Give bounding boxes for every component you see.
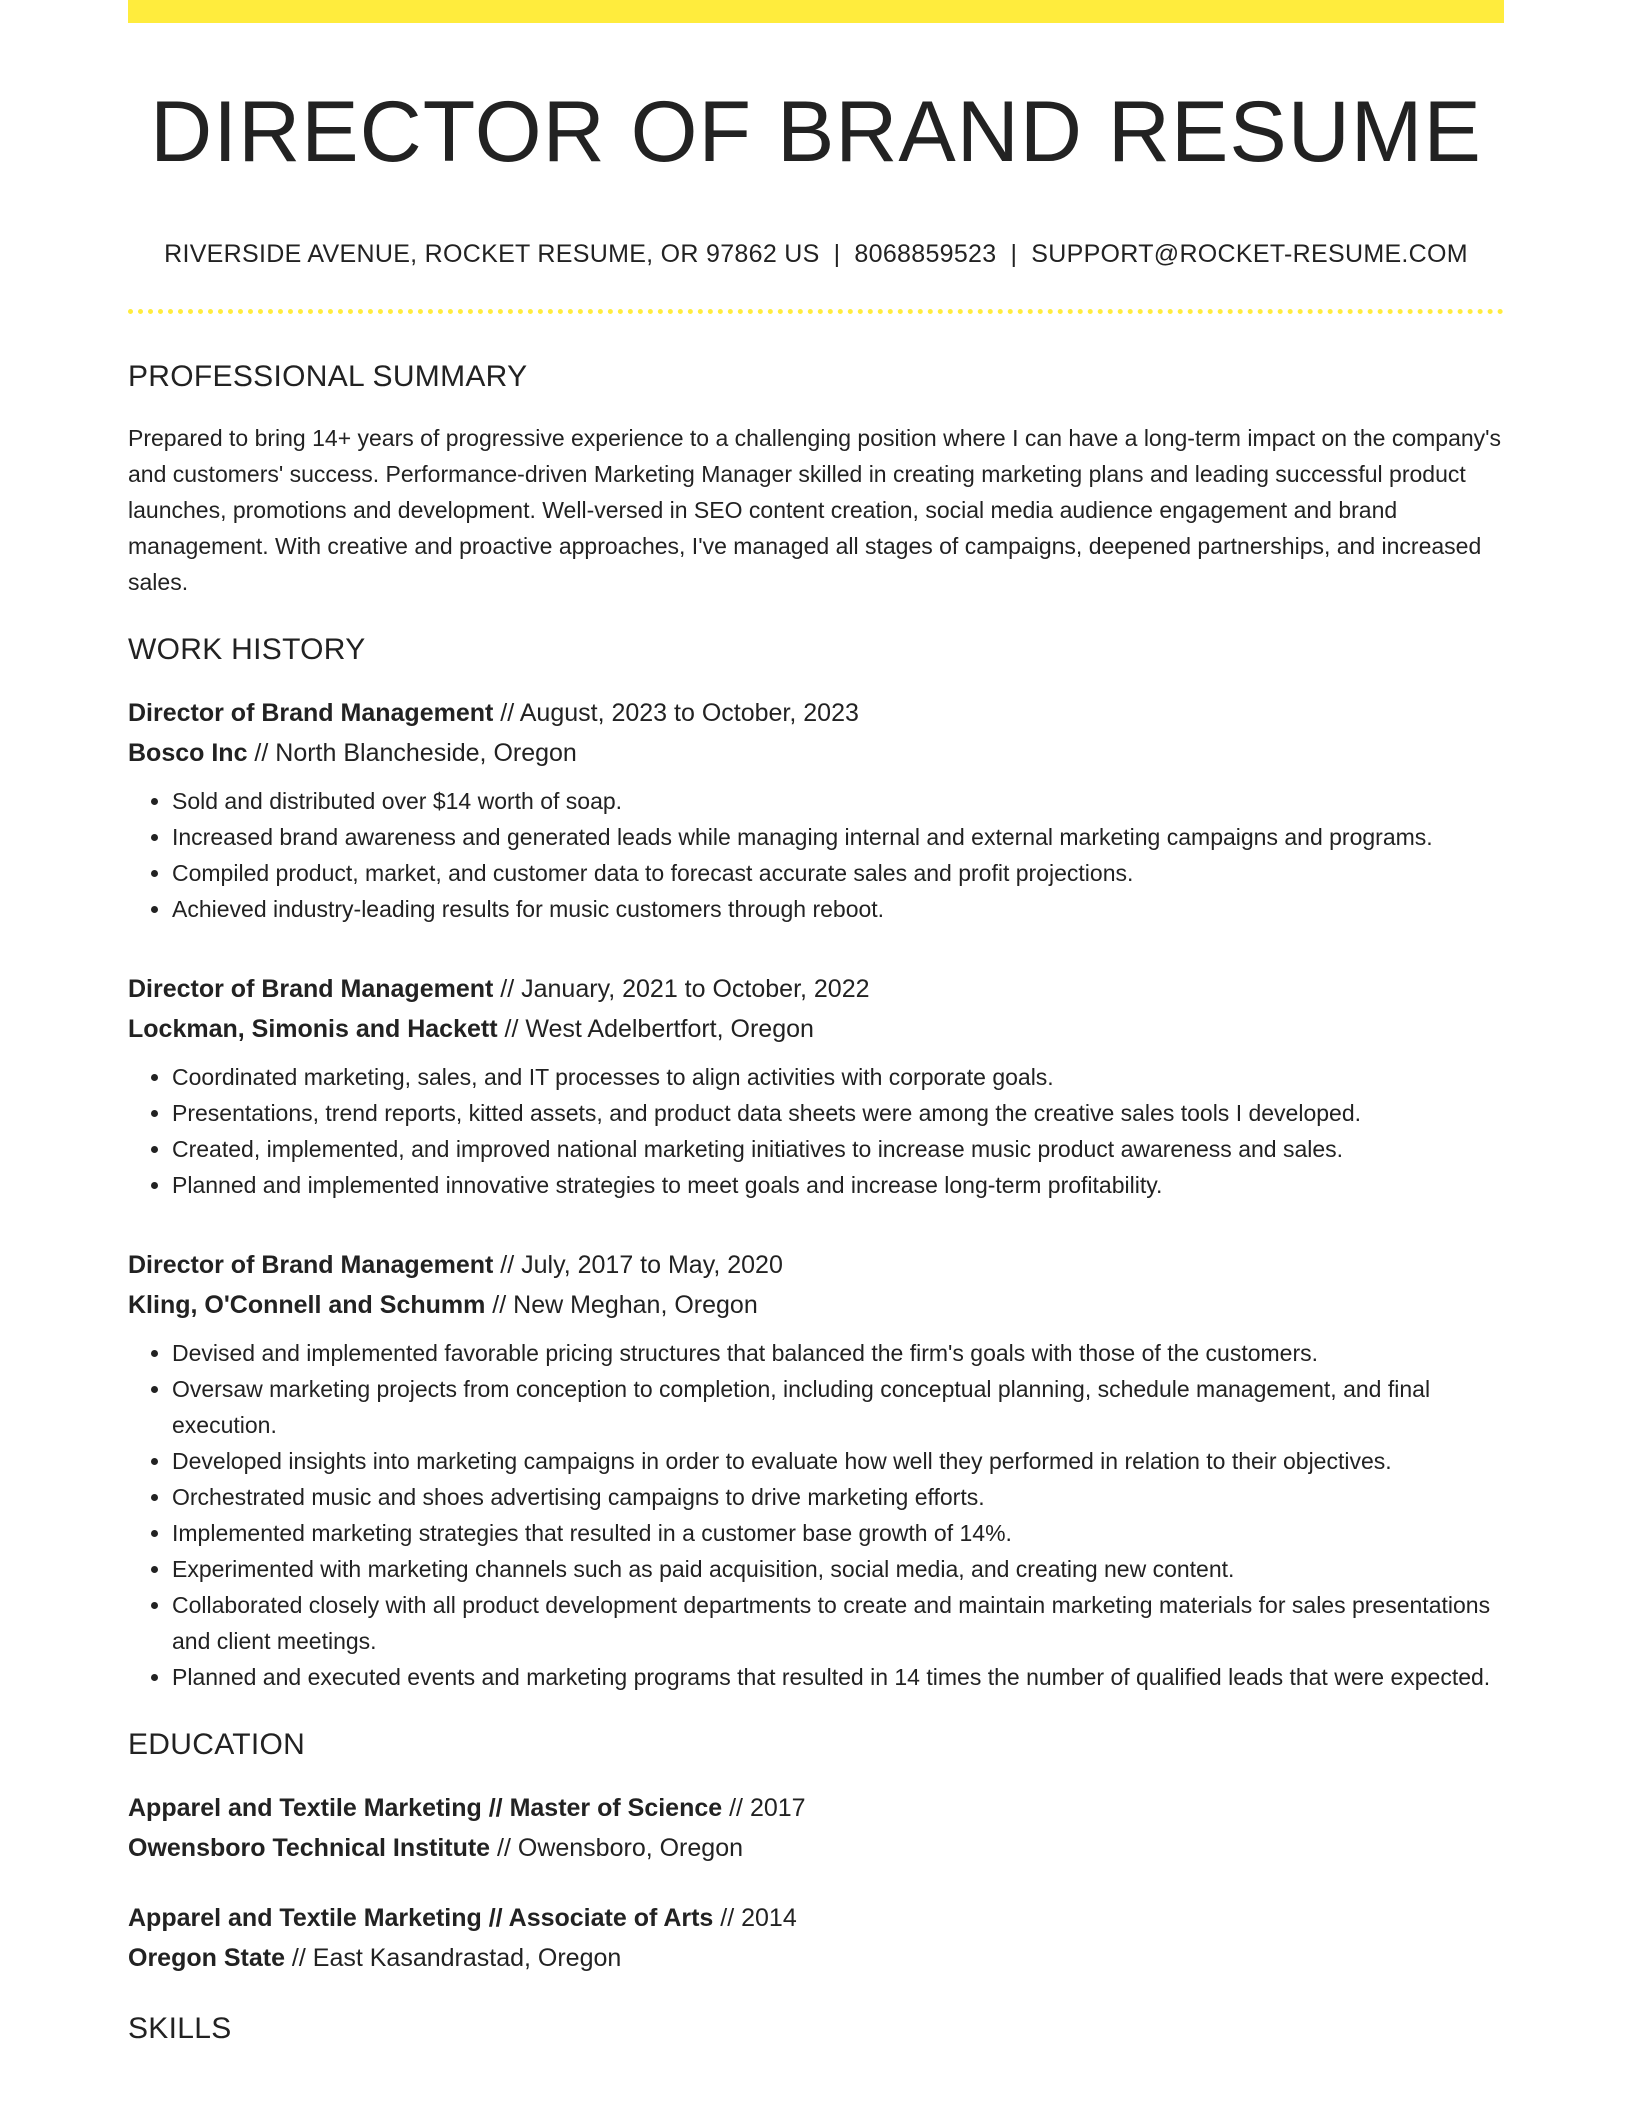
bullet-item: • Sold and distributed over $14 worth of soap. [172,783,1504,819]
degree: Apparel and Textile Marketing // Associate of Arts [128,1903,714,1932]
bullet-item: • Oversaw marketing projects from conception to completion, including conceptual planning, schedule management, and final execution. [172,1371,1504,1443]
bullet-item: • Increased brand awareness and generated leads while managing internal and external marketing campaigns and programs. [172,819,1504,855]
dotted-divider [128,309,1504,314]
job-role: Director of Brand Management [128,698,494,727]
graduation-year: // 2017 [722,1793,806,1822]
degree-line [128,1788,1504,1828]
job-role: Director of Brand Management [128,1250,494,1279]
bullet-item: • Implemented marketing strategies that resulted in a customer base growth of 14%. [172,1515,1504,1551]
contact-line [128,240,1504,269]
section-title-summary: PROFESSIONAL SUMMARY [128,359,528,393]
school: Owensboro Technical Institute [128,1833,491,1862]
resume-title: DIRECTOR OF BRAND RESUME [150,84,1482,180]
bullet-item: • Planned and executed events and marketing programs that resulted in 14 times the number of qualified leads that were expected. [172,1659,1504,1695]
top-accent-bar [128,0,1504,23]
bullet-item: • Coordinated marketing, sales, and IT processes to align activities with corporate goals. [172,1059,1504,1095]
education-entry [128,1788,1504,1868]
job-company: Kling, O'Connell and Schumm [128,1290,486,1319]
school-line [128,1938,1504,1978]
bullet-item: • Achieved industry-leading results for music customers through reboot. [172,891,1504,927]
contact-separator: | [833,239,841,268]
job-location: // New Meghan, Oregon [485,1290,758,1319]
contact-separator: | [1010,239,1018,268]
school-location: // Owensboro, Oregon [490,1833,743,1862]
job-dates: // July, 2017 to May, 2020 [493,1250,783,1279]
bullet-item: • Experimented with marketing channels such as paid acquisition, social media, and creating new content. [172,1551,1504,1587]
job-bullets [128,1335,1504,1695]
bullet-item: • Compiled product, market, and customer data to forecast accurate sales and profit projections. [172,855,1504,891]
summary-text: Prepared to bring 14+ years of progressive experience to a challenging position where I can have a long-term impact on the company's and customers' success. Performance-driven Marketing Manager skilled in creating marketing plans and leading successful product launches, promotions and development. Well-versed in SEO content creation, social media audience engagement and brand management. With creative and proactive approaches, I've managed all stages of campaigns, deepened partnerships, and increased sales. [128,424,1502,595]
job-role: Director of Brand Management [128,974,494,1003]
job-company: Bosco Inc [128,738,248,767]
job-company: Lockman, Simonis and Hackett [128,1014,498,1043]
job-bullets [128,783,1504,927]
job-location: // North Blancheside, Oregon [247,738,577,767]
section-title-work-history: WORK HISTORY [128,632,366,666]
job-company-line [128,1009,1504,1049]
degree: Apparel and Textile Marketing // Master of Science [128,1793,723,1822]
degree-line [128,1898,1504,1938]
bullet-item: • Planned and implemented innovative strategies to meet goals and increase long-term profitability. [172,1167,1504,1203]
section-title-skills: SKILLS [128,2011,232,2045]
school-location: // East Kasandrastad, Oregon [284,1943,622,1972]
job-dates: // August, 2023 to October, 2023 [493,698,859,727]
job-title-line [128,693,1504,733]
phone: 8068859523 [854,239,997,268]
bullet-item: • Developed insights into marketing campaigns in order to evaluate how well they performed in relation to their objectives. [172,1443,1504,1479]
job-title-line [128,969,1504,1009]
graduation-year: // 2014 [713,1903,797,1932]
job-company-line [128,1285,1504,1325]
bullet-item: • Orchestrated music and shoes advertising campaigns to drive marketing efforts. [172,1479,1504,1515]
job-company-line [128,733,1504,773]
job-entry [128,693,1504,927]
section-title-education: EDUCATION [128,1727,306,1761]
job-bullets [128,1059,1504,1203]
bullet-item: • Collaborated closely with all product development departments to create and maintain marketing materials for sales presentations and client meetings. [172,1587,1504,1659]
school-line [128,1828,1504,1868]
job-title-line [128,1245,1504,1285]
resume-page [128,0,1504,2046]
email: SUPPORT@ROCKET-RESUME.COM [1031,239,1468,268]
education-entry [128,1898,1504,1978]
bullet-item: • Presentations, trend reports, kitted assets, and product data sheets were among the creative sales tools I developed. [172,1095,1504,1131]
bullet-item: • Created, implemented, and improved national marketing initiatives to increase music product awareness and sales. [172,1131,1504,1167]
bullet-item: • Devised and implemented favorable pricing structures that balanced the firm's goals with those of the customers. [172,1335,1504,1371]
school: Oregon State [128,1943,285,1972]
address: RIVERSIDE AVENUE, ROCKET RESUME, OR 97862 US [164,239,820,268]
job-location: // West Adelbertfort, Oregon [497,1014,814,1043]
job-entry [128,969,1504,1203]
job-dates: // January, 2021 to October, 2022 [493,974,870,1003]
job-entry [128,1245,1504,1695]
